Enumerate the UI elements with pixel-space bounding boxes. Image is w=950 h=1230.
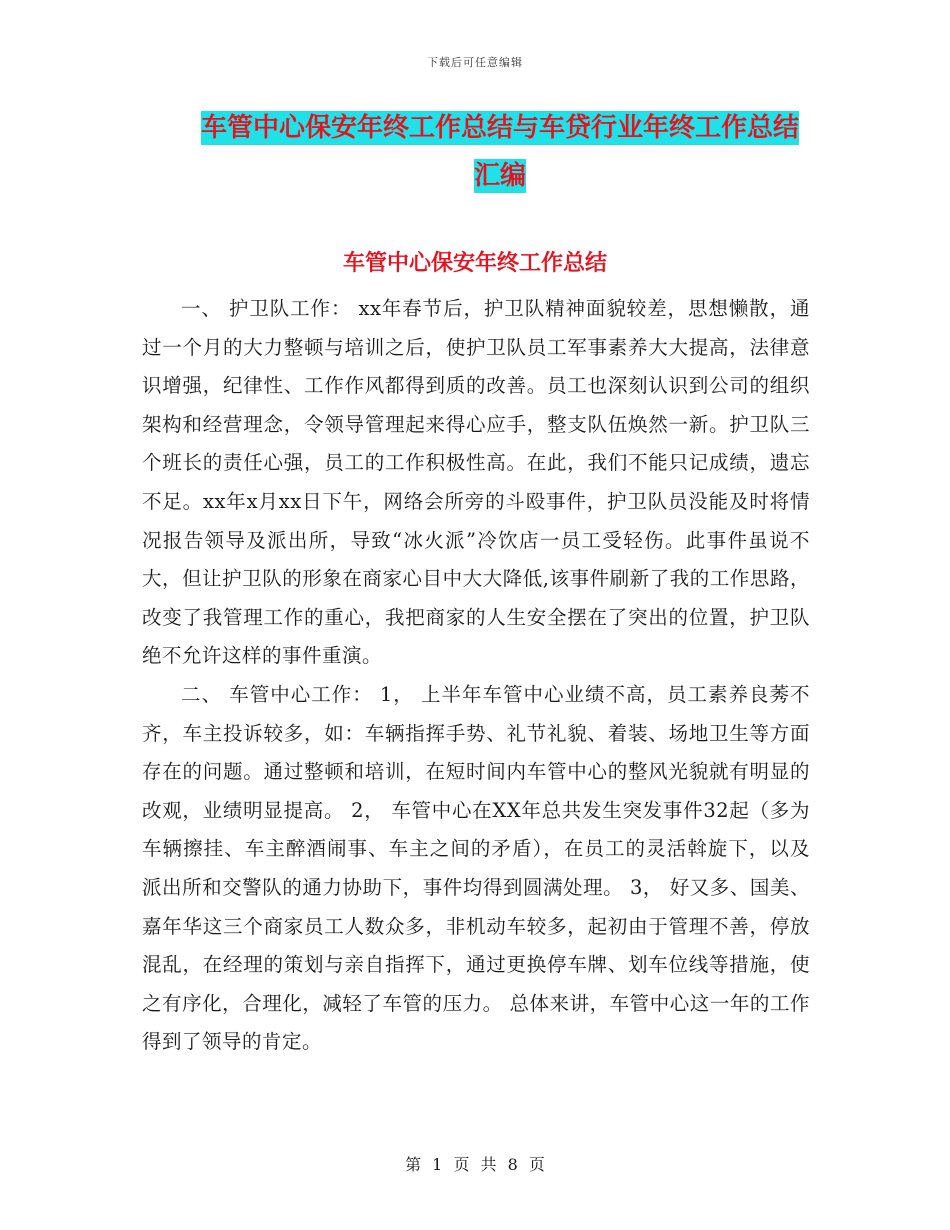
document-body bbox=[142, 290, 810, 1062]
paragraph-vehicle-center: 二、 车管中心工作： 1， 上半年车管中心业绩不高，员工素养良莠不齐，车主投诉较多，如：车辆指挥手势、礼节礼貌、着装、场地卫生等方面存在的问题。通过整顿和培训，在短时间内车管中心的整风光貌就有明显的改观，业绩明显提高。 2， 车管中心在XX年总共发生突发事件32起（多为车辆擦挂、车主醉酒闹事、车主之间的矛盾），在员工的灵活斡旋下，以及派出所和交警队的通力协助下，事件均得到圆满处理。 3， 好又多、国美、嘉年华这三个商家员工人数众多，非机动车较多，起初由于管理不善，停放混乱，在经理的策划与亲自指挥下，通过更换停车牌、划车位线等措施，使之有序化，合理化，减轻了车管的压力。 总体来讲，车管中心这一年的工作得到了领导的肯定。 bbox=[142, 682, 810, 1054]
page-header-note: 下载后可任意编辑 bbox=[427, 56, 523, 69]
paragraph-security-team: 一、 护卫队工作： xx年春节后，护卫队精神面貌较差，思想懒散，通过一个月的大力整顿与培训之后，使护卫队员工军事素养大大提高，法律意识增强，纪律性、工作作风都得到质的改善。员工也深刻认识到公司的组织架构和经营理念，令领导管理起来得心应手，整支队伍焕然一新。护卫队三个班长的责任心强，员工的工作积极性高。在此，我们不能只记成绩，遗忘不足。xx年x月xx日下午，网络会所旁的斗殴事件，护卫队员没能及时将情况报告领导及派出所，导致“冰火派”冷饮店一员工受轻伤。此事件虽说不大，但让护卫队的形象在商家心目中大大降低,该事件刷新了我的工作思路，改变了我管理工作的重心，我把商家的人生安全摆在了突出的位置，护卫队绝不允许这样的事件重演。 bbox=[142, 297, 810, 668]
document-title-line1: 车管中心保安年终工作总结与车贷行业年终工作总结 bbox=[200, 113, 799, 143]
document-title bbox=[190, 104, 810, 200]
page-number: 第 1 页 共 8 页 bbox=[405, 1155, 545, 1174]
section-title: 车管中心保安年终工作总结 bbox=[342, 251, 607, 276]
document-title-line2: 汇编 bbox=[473, 161, 526, 191]
